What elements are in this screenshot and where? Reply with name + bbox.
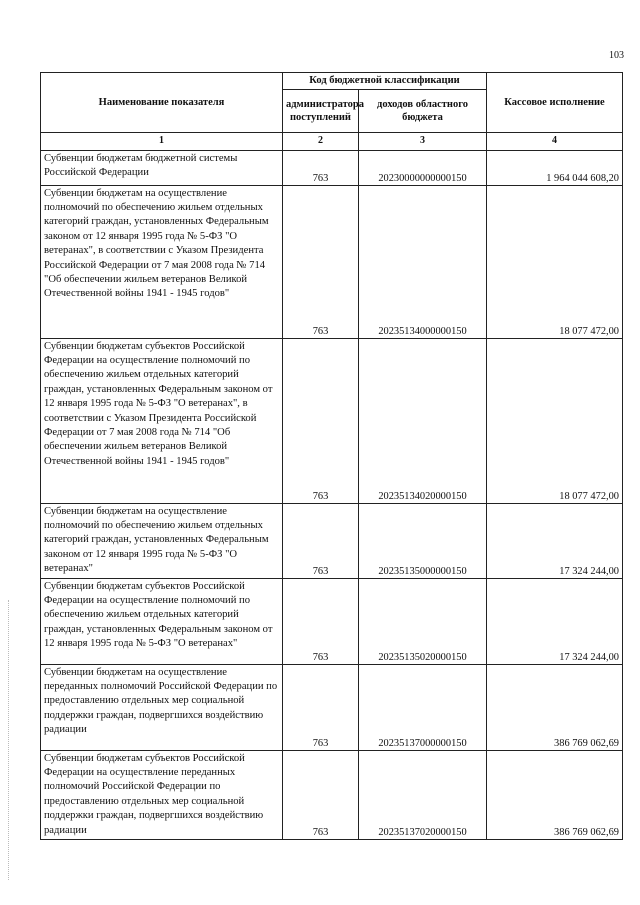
row-cash-amount: 17 324 244,00 <box>487 578 623 664</box>
scan-margin-marks <box>8 600 11 880</box>
row-indicator-name: Субвенции бюджетам субъектов Российской Федерации на осуществление полномочий по обеспечению жильем отдельных категорий граждан, установленных Федеральным законом от 12 января 1995 года № 5-ФЗ "О ветеранах", в соответствии с Указом Президента Российской Федерации от 7 мая 2008 года № 714 "Об обеспечении жильем ветеранов Великой Отечественной войны 1941 - 1945 годов" <box>41 338 283 503</box>
row-cash-amount: 386 769 062,69 <box>487 750 623 839</box>
row-cash-amount: 386 769 062,69 <box>487 664 623 750</box>
row-cash-amount: 1 964 044 608,20 <box>487 150 623 185</box>
row-income-code: 20235135020000150 <box>359 578 487 664</box>
row-indicator-name: Субвенции бюджетам на осуществление полномочий по обеспечению жильем отдельных категорий граждан, установленных Федеральным законом от 12 января 1995 года № 5-ФЗ "О ветеранах" <box>41 503 283 578</box>
page-number: 103 <box>609 50 624 61</box>
row-income-code: 20235137020000150 <box>359 750 487 839</box>
row-indicator-name: Субвенции бюджетам бюджетной системы Российской Федерации <box>41 150 283 185</box>
table-row <box>41 578 623 664</box>
row-income-code: 20235135000000150 <box>359 503 487 578</box>
row-income-code: 20230000000000150 <box>359 150 487 185</box>
row-cash-amount: 17 324 244,00 <box>487 503 623 578</box>
column-number: 3 <box>359 133 487 151</box>
column-number: 2 <box>283 133 359 151</box>
table-row <box>41 185 623 338</box>
row-indicator-name: Субвенции бюджетам на осуществление переданных полномочий Российской Федерации по предоставлению отдельных мер социальной поддержки граждан, подвергшихся воздействию радиации <box>41 664 283 750</box>
column-number-row <box>41 133 623 151</box>
row-income-code: 20235137000000150 <box>359 664 487 750</box>
row-admin-code: 763 <box>283 185 359 338</box>
row-indicator-name: Субвенции бюджетам на осуществление полномочий по обеспечению жильем отдельных категорий граждан, установленных Федеральным законом от 12 января 1995 года № 5-ФЗ "О ветеранах", в соответствии с Указом Президента Российской Федерации от 7 мая 2008 года № 714 "Об обеспечении жильем ветеранов Великой Отечественной войны 1941 - 1945 годов" <box>41 185 283 338</box>
row-income-code: 20235134020000150 <box>359 338 487 503</box>
column-number: 1 <box>41 133 283 151</box>
header-cash-execution: Кассовое исполнение <box>487 73 623 133</box>
table-row <box>41 338 623 503</box>
table-row <box>41 750 623 839</box>
row-cash-amount: 18 077 472,00 <box>487 338 623 503</box>
column-number: 4 <box>487 133 623 151</box>
row-indicator-name: Субвенции бюджетам субъектов Российской Федерации на осуществление полномочий по обеспечению жильем отдельных категорий граждан, установленных Федеральным законом от 12 января 1995 года № 5-ФЗ "О ветеранах" <box>41 578 283 664</box>
row-admin-code: 763 <box>283 503 359 578</box>
row-income-code: 20235134000000150 <box>359 185 487 338</box>
row-admin-code: 763 <box>283 664 359 750</box>
header-income-code: доходов областного бюджета <box>359 90 487 133</box>
row-admin-code: 763 <box>283 338 359 503</box>
table-row <box>41 664 623 750</box>
row-admin-code: 763 <box>283 750 359 839</box>
row-indicator-name: Субвенции бюджетам субъектов Российской Федерации на осуществление переданных полномочий Российской Федерации по предоставлению отдельных мер социальной поддержки граждан, подвергшихся воздействию радиации <box>41 750 283 839</box>
row-cash-amount: 18 077 472,00 <box>487 185 623 338</box>
budget-execution-table <box>40 72 623 840</box>
table-row <box>41 150 623 185</box>
row-admin-code: 763 <box>283 150 359 185</box>
header-admin-code: администратора поступлений <box>283 90 359 133</box>
header-indicator-name: Наименование показателя <box>41 73 283 133</box>
table-header-row <box>41 73 623 90</box>
header-budget-classification: Код бюджетной классификации <box>283 73 487 90</box>
table-row <box>41 503 623 578</box>
row-admin-code: 763 <box>283 578 359 664</box>
